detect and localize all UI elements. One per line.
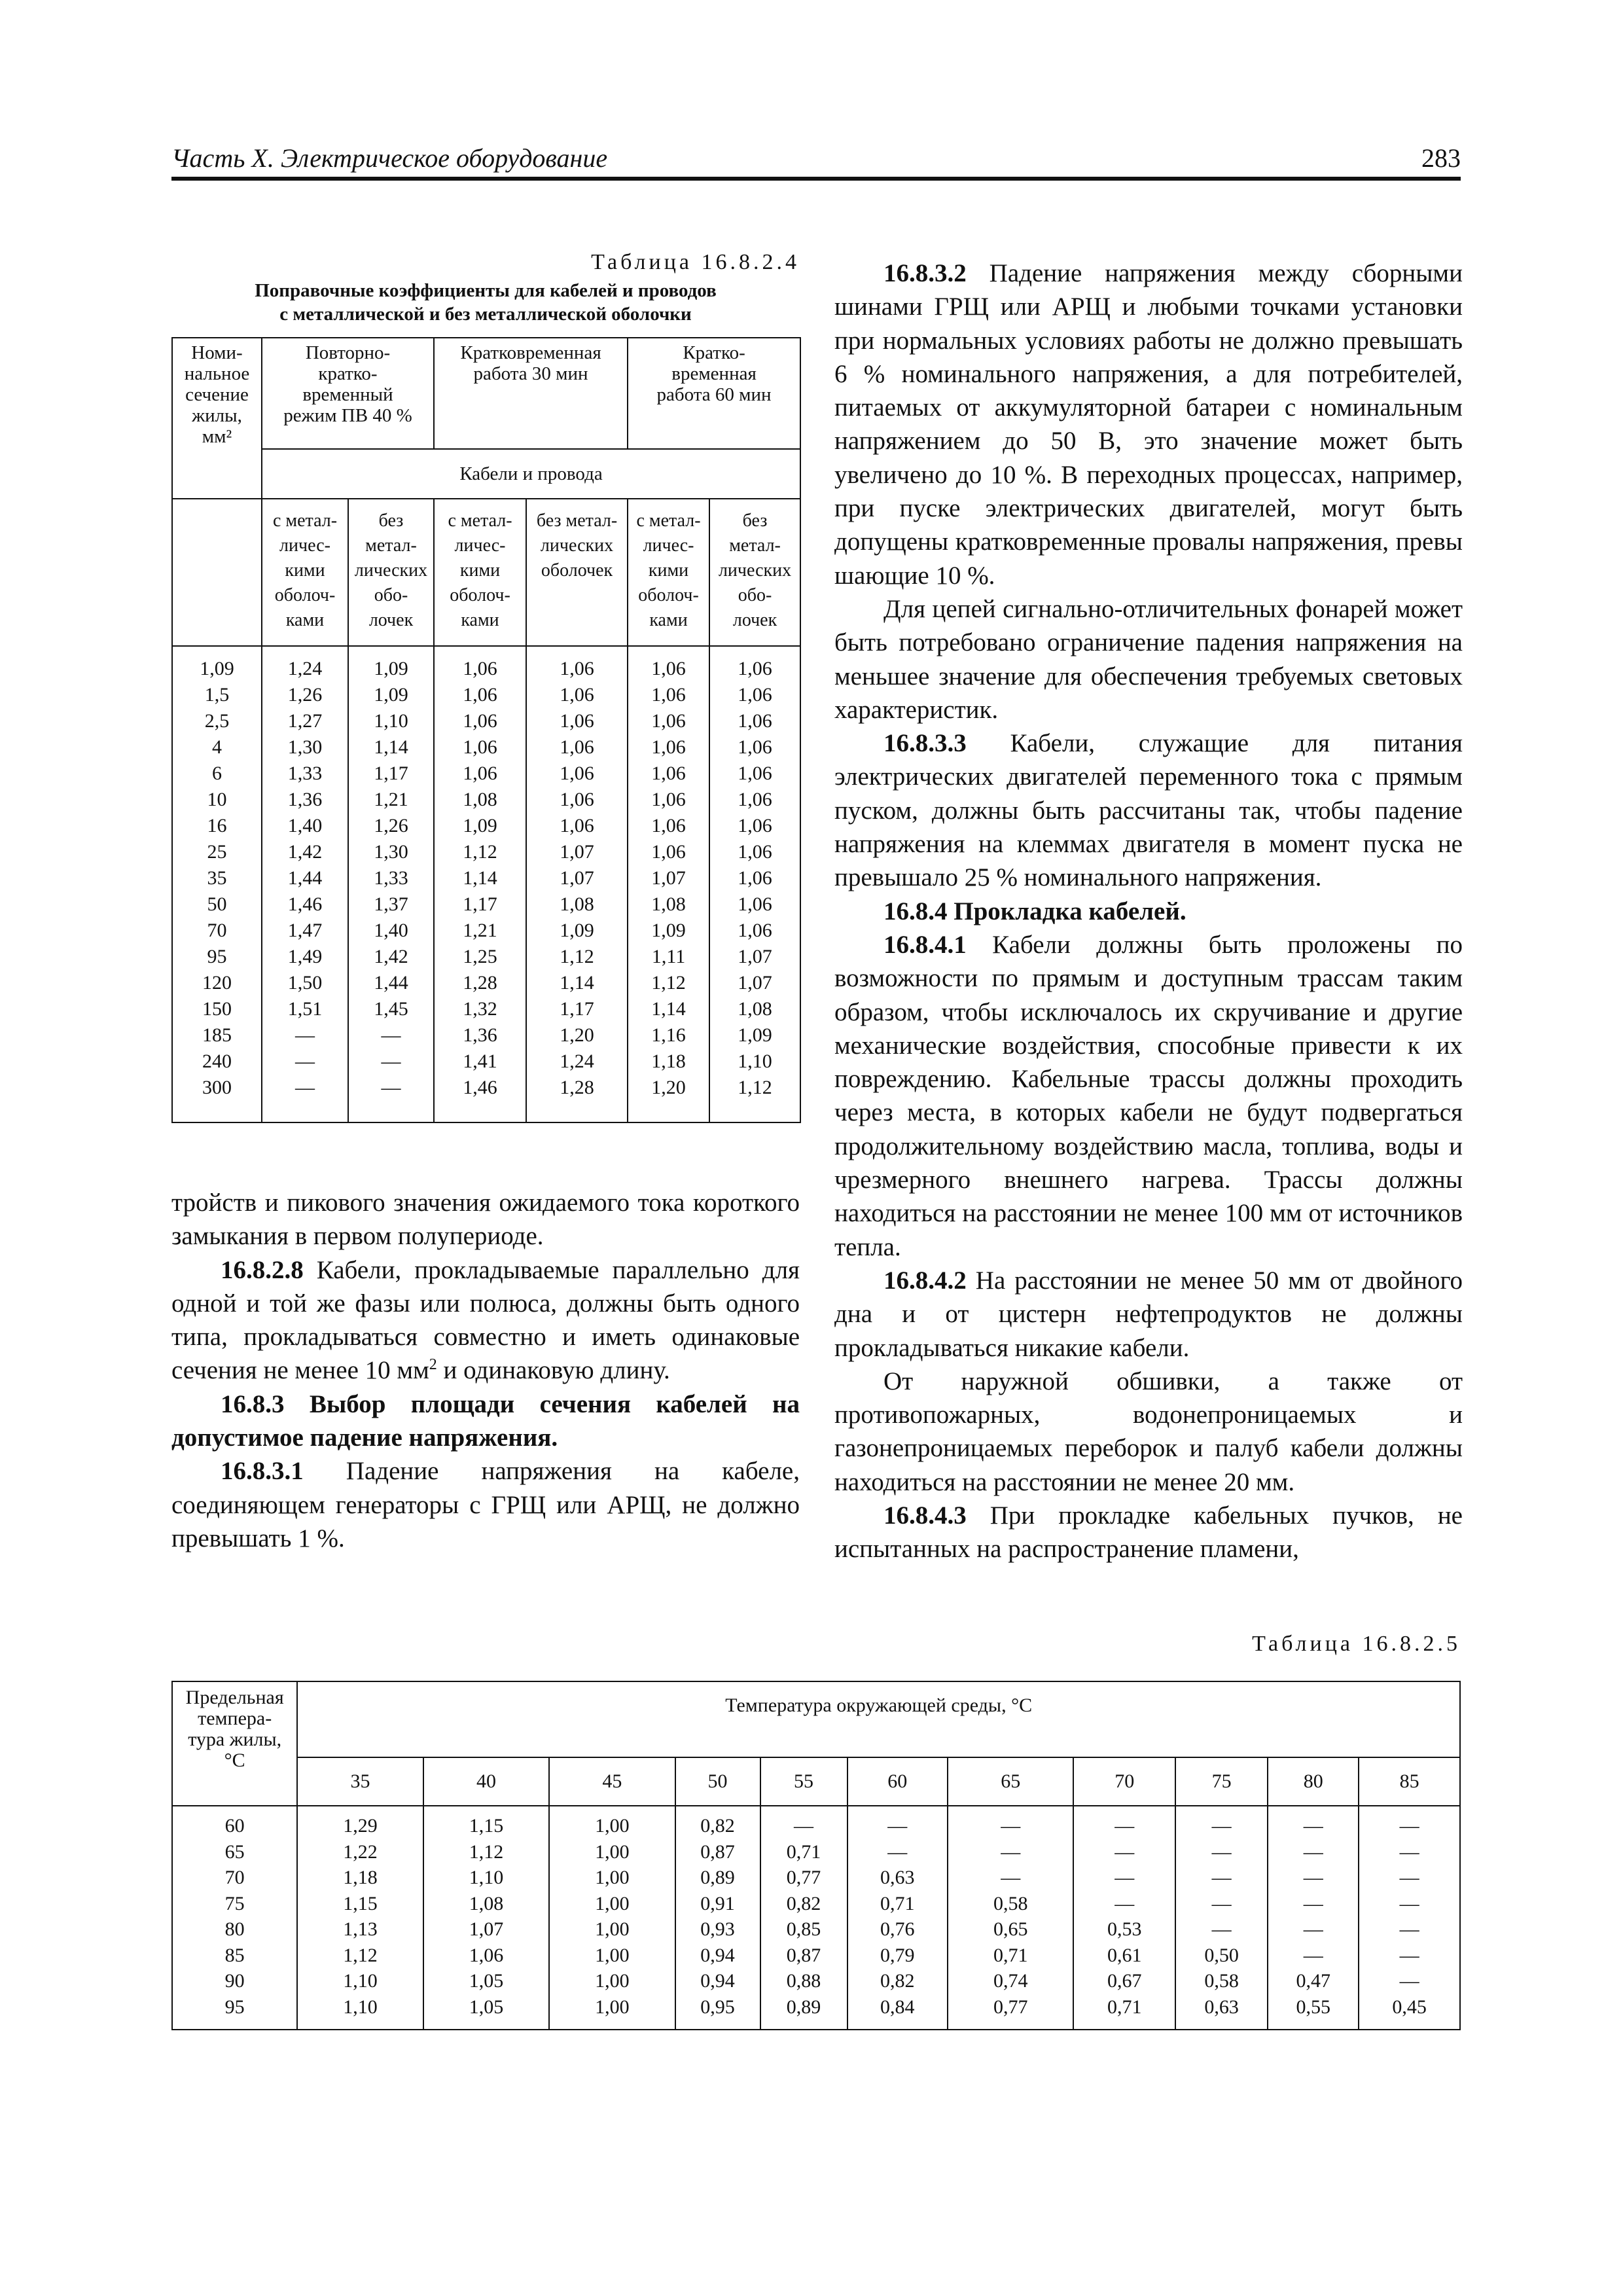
- table-cell-value: 1,36: [287, 789, 323, 810]
- table1-header-section: Номи- нальное сечение жилы, мм²: [172, 338, 262, 499]
- table2-temp-header: 45: [549, 1757, 675, 1806]
- table1-sections-column: [172, 646, 262, 1122]
- table-cell-value: 0,71: [880, 1892, 915, 1914]
- table-cell-value: 1,40: [374, 920, 408, 941]
- table-cell-value: 0,84: [880, 1996, 915, 2018]
- table-cell-value: 60: [224, 1815, 245, 1837]
- table-cell-value: 16: [207, 815, 227, 836]
- table-cell-value: 1,44: [287, 867, 323, 889]
- header-rule: [171, 177, 1461, 181]
- table-cell-value: 1,06: [738, 710, 772, 732]
- table-cell-value: —: [1115, 1840, 1135, 1863]
- table-cell-value: 1,14: [463, 867, 497, 889]
- table-cell-value: 1,00: [595, 1867, 630, 1888]
- table-cell-value: 1,06: [738, 920, 772, 941]
- table-cell-value: 85: [224, 1944, 245, 1966]
- table-cell-value: 25: [207, 841, 227, 863]
- table-cell-value: 0,45: [1392, 1996, 1427, 2018]
- table-cell-value: 1,06: [738, 893, 772, 915]
- table-cell-value: 1,21: [374, 789, 408, 810]
- left-column-text: [171, 1186, 800, 1555]
- table-cell-value: 0,87: [786, 1944, 821, 1966]
- table-cell-value: 1,42: [374, 946, 408, 967]
- table-cell-value: 1,06: [738, 789, 772, 810]
- table-cell-value: 1,42: [287, 841, 323, 863]
- table-cell-value: 1,20: [560, 1024, 594, 1046]
- table-cell-value: 0,55: [1296, 1996, 1331, 2018]
- table-cell-value: 1,12: [343, 1944, 378, 1966]
- table-cell-value: —: [1399, 1840, 1419, 1863]
- table2-data-column: [423, 1806, 549, 2030]
- table1-sub-without-3: без метал- лических обо- лочек: [709, 499, 800, 646]
- table-cell-value: 0,58: [1204, 1970, 1239, 1992]
- table-cell-value: 1,06: [738, 867, 772, 889]
- table-cell-value: —: [1001, 1867, 1021, 1888]
- table1-title-line1: Поправочные коэффициенты для кабелей и проводов: [255, 280, 717, 301]
- paragraph-16-8-3-2: 16.8.3.2 Падение напряжения между сборными шинами ГРЩ или АРЩ и любыми точками установки при нормальных условиях работы не должно превышать 6 % номинального напряжения, а для потребителей, питаемых от аккумуляторной батареи с номинальным напряжением до 50 В, это значение может быть увеличено до 10 %. В переходных процессах, например, при пуске электрических двигателей, могут быть допущены кратковременные провалы напряжения, превы шающие 10 %.: [834, 259, 1463, 590]
- table2-temp-header: 50: [675, 1757, 760, 1806]
- table-cell-value: 1,06: [738, 658, 772, 679]
- table-cell-value: 1,47: [287, 920, 323, 941]
- table-cell-value: 1,06: [463, 684, 497, 706]
- table-cell-value: 1,06: [560, 815, 594, 836]
- table-cell-value: 1,44: [374, 972, 408, 994]
- table-cell-value: —: [1211, 1918, 1232, 1940]
- table-cell-value: 1,24: [287, 658, 323, 679]
- table-cell-value: 1,45: [374, 998, 408, 1020]
- table2-data-column: [847, 1806, 948, 2030]
- table-cell-value: 0,88: [786, 1970, 821, 1992]
- table-cell-value: 65: [224, 1840, 245, 1863]
- table-cell-value: 150: [202, 998, 232, 1020]
- table-cell-value: —: [295, 1050, 315, 1072]
- table-cell-value: —: [1303, 1944, 1323, 1966]
- table-cell-value: —: [1399, 1867, 1419, 1888]
- table-cell-value: 1,36: [463, 1024, 497, 1046]
- table-cell-value: 70: [224, 1867, 245, 1888]
- table-cell-value: 1,09: [738, 1024, 772, 1046]
- table-cell-value: 1,10: [343, 1970, 378, 1992]
- table-cell-value: —: [381, 1050, 401, 1072]
- table-cell-value: 1,06: [469, 1944, 504, 1966]
- table-cell-value: 1,40: [287, 815, 323, 836]
- table1-data-column: [434, 646, 526, 1122]
- table1-header-intermittent: Повторно- кратко- временный режим ПВ 40 %: [262, 338, 434, 449]
- table-cell-value: 1,24: [560, 1050, 594, 1072]
- table-cell-value: 0,77: [993, 1996, 1028, 2018]
- section-heading-16-8-4: 16.8.4 Прокладка кабелей.: [883, 897, 1186, 925]
- table1-sub-with-2: с метал- личес- кими оболоч- ками: [434, 499, 526, 646]
- table2-temp-header: 60: [847, 1757, 948, 1806]
- table-cell-value: 1,07: [560, 867, 594, 889]
- table-cell-value: —: [1303, 1867, 1323, 1888]
- table-cell-value: —: [1115, 1892, 1135, 1914]
- table1-sub-with-1: с метал- личес- кими оболоч- ками: [262, 499, 348, 646]
- table-cell-value: 1,18: [651, 1050, 686, 1072]
- table-cell-value: —: [1303, 1892, 1323, 1914]
- section-heading-16-8-3: 16.8.3 Выбор площади сечения кабелей на допустимое падение напряжения.: [171, 1390, 800, 1452]
- table-cell-value: 1,09: [651, 920, 686, 941]
- table-cell-value: 1,06: [560, 684, 594, 706]
- table-cell-value: 1,18: [343, 1867, 378, 1888]
- table-cell-value: 1,51: [287, 998, 323, 1020]
- table-cell-value: 0,95: [700, 1996, 735, 2018]
- table2-data-column: [297, 1806, 423, 2030]
- table-cell-value: —: [295, 1024, 315, 1046]
- table-cell-value: —: [1001, 1840, 1021, 1863]
- table-cell-value: 0,67: [1107, 1970, 1142, 1992]
- table-cell-value: 1,06: [651, 736, 686, 758]
- table-cell-value: 1,29: [343, 1815, 378, 1837]
- table-cell-value: 1,00: [595, 1892, 630, 1914]
- table-cell-value: 1,10: [738, 1050, 772, 1072]
- table-cell-value: 1,09: [374, 658, 408, 679]
- table1-title: [171, 279, 800, 326]
- table-cell-value: 1,06: [651, 789, 686, 810]
- table-cell-value: 10: [207, 789, 227, 810]
- table-cell-value: —: [1399, 1944, 1419, 1966]
- table2-temp-header: 70: [1073, 1757, 1175, 1806]
- table-cell-value: 0,61: [1107, 1944, 1142, 1966]
- table-cell-value: 1,07: [469, 1918, 504, 1940]
- table-cell-value: 35: [207, 867, 227, 889]
- table-cell-value: —: [1303, 1918, 1323, 1940]
- table-cell-value: 1,28: [560, 1077, 594, 1098]
- table-cell-value: 1,07: [738, 972, 772, 994]
- table2-data-column: [948, 1806, 1073, 2030]
- table-cell-value: —: [295, 1077, 315, 1098]
- table-cell-value: 1,10: [469, 1867, 504, 1888]
- paragraph-16-8-3-1: 16.8.3.1 Падение напряжения на кабеле, соединяющем генераторы с ГРЩ или АРЩ, не должно превышать 1 %.: [171, 1457, 800, 1552]
- table2-data-column: [760, 1806, 847, 2030]
- table-cell-value: 1,08: [463, 789, 497, 810]
- table-cell-value: 0,74: [993, 1970, 1028, 1992]
- table-cell-value: 1,06: [738, 815, 772, 836]
- table-cell-value: 0,85: [786, 1918, 821, 1940]
- table-cell-value: —: [1001, 1815, 1021, 1837]
- table-cell-value: 1,41: [463, 1050, 497, 1072]
- table-cell-value: 1,14: [374, 736, 408, 758]
- table-cell-value: —: [381, 1024, 401, 1046]
- table-cell-value: 0,91: [700, 1892, 735, 1914]
- table-cell-value: —: [1399, 1970, 1419, 1992]
- table-cell-value: 1,06: [738, 762, 772, 784]
- table-cell-value: 1,33: [287, 762, 323, 784]
- table-cell-value: 0,94: [700, 1970, 735, 1992]
- table1-data-column: [262, 646, 348, 1122]
- table2: [171, 1681, 1461, 2030]
- paragraph: От наружной обшивки, а также от противопожарных, водонепроницаемых и газонепроницаемых переборок и палуб кабели должны находиться на расстоянии не менее 20 мм.: [834, 1367, 1463, 1496]
- page-number: 283: [1421, 143, 1461, 173]
- table-cell-value: 0,65: [993, 1918, 1028, 1940]
- table2-temp-header: 85: [1359, 1757, 1460, 1806]
- table-cell-value: 1,5: [204, 684, 230, 706]
- table-cell-value: 1,06: [651, 762, 686, 784]
- table-cell-value: —: [1303, 1815, 1323, 1837]
- table-cell-value: 0,93: [700, 1918, 735, 1940]
- table-cell-value: 1,07: [651, 867, 686, 889]
- table-cell-value: 0,71: [993, 1944, 1028, 1966]
- table-cell-value: 1,06: [651, 841, 686, 863]
- table-cell-value: 1,46: [287, 893, 323, 915]
- table1-subheader-empty: [172, 499, 262, 646]
- table-cell-value: 1,08: [469, 1892, 504, 1914]
- table-cell-value: 1,12: [651, 972, 686, 994]
- table-cell-value: 1,14: [651, 998, 686, 1020]
- table2-temp-header: 55: [760, 1757, 847, 1806]
- table1-header-60min: Кратко- временная работа 60 мин: [628, 338, 800, 449]
- table-cell-value: —: [1115, 1815, 1135, 1837]
- table1-data-column: [526, 646, 628, 1122]
- table-cell-value: 1,12: [463, 841, 497, 863]
- table1: [171, 337, 801, 1123]
- table-cell-value: 1,20: [651, 1077, 686, 1098]
- paragraph-16-8-3-3: 16.8.3.3 Кабели, служащие для питания электрических двигателей переменного тока с прямым пуском, должны быть рассчитаны так, чтобы падение напряжения на клеммах двигателя в момент пуска не превышало 25 % номинального напряжения.: [834, 729, 1463, 892]
- table-cell-value: 0,63: [880, 1867, 915, 1888]
- table-cell-value: 1,07: [560, 841, 594, 863]
- table-cell-value: 1,30: [374, 841, 408, 863]
- table-cell-value: 1,09: [374, 684, 408, 706]
- table-cell-value: 1,06: [463, 710, 497, 732]
- table-cell-value: 0,63: [1204, 1996, 1239, 2018]
- table2-caption-number: Таблица 16.8.2.5: [1252, 1632, 1461, 1656]
- table2-data-column: [1175, 1806, 1268, 2030]
- table-cell-value: 1,06: [738, 684, 772, 706]
- table-cell-value: 0,50: [1204, 1944, 1239, 1966]
- table-cell-value: 4: [212, 736, 222, 758]
- table-cell-value: 0,71: [786, 1840, 821, 1863]
- table-cell-value: 2,5: [204, 710, 230, 732]
- table2-data-column: [549, 1806, 675, 2030]
- table-cell-value: 1,14: [560, 972, 594, 994]
- table-cell-value: 120: [202, 972, 232, 994]
- table1-data-column: [709, 646, 800, 1122]
- table-cell-value: —: [1211, 1840, 1232, 1863]
- table-cell-value: 1,06: [560, 789, 594, 810]
- table-cell-value: 1,06: [651, 658, 686, 679]
- table-cell-value: 1,16: [651, 1024, 686, 1046]
- table-cell-value: 1,06: [651, 684, 686, 706]
- table2-temp-header: 40: [423, 1757, 549, 1806]
- table2-data-column: [675, 1806, 760, 2030]
- table-cell-value: 1,05: [469, 1970, 504, 1992]
- paragraph: Для цепей сигнально-отличительных фонарей может быть потребовано ограничение падения напряжения на меньшее значение для обеспечения требуемых световых характеристик.: [834, 594, 1463, 724]
- right-column-text: [834, 257, 1463, 1566]
- table-cell-value: 1,06: [651, 815, 686, 836]
- table-cell-value: 1,28: [463, 972, 497, 994]
- table2-temps-row: [172, 1757, 1460, 1806]
- table-cell-value: 1,27: [287, 710, 323, 732]
- table-cell-value: 1,07: [738, 946, 772, 967]
- table-cell-value: 0,89: [700, 1867, 735, 1888]
- table-cell-value: 1,30: [287, 736, 323, 758]
- paragraph-16-8-4-3: 16.8.4.3 При прокладке кабельных пучков, не испытанных на распространение пламени,: [834, 1501, 1463, 1564]
- table-cell-value: 1,46: [463, 1077, 497, 1098]
- table1-sub-with-3: с метал- личес- кими оболоч- ками: [628, 499, 709, 646]
- table-cell-value: —: [1399, 1892, 1419, 1914]
- table-cell-value: 50: [207, 893, 227, 915]
- table2-temp-header: 65: [948, 1757, 1073, 1806]
- table-cell-value: 1,06: [651, 710, 686, 732]
- table-cell-value: 1,08: [560, 893, 594, 915]
- table-cell-value: 1,25: [463, 946, 497, 967]
- table-cell-value: 1,06: [463, 736, 497, 758]
- table-cell-value: 1,10: [343, 1996, 378, 2018]
- table2-data-column: [1073, 1806, 1175, 2030]
- table-cell-value: 90: [224, 1970, 245, 1992]
- table2-header-ambient: Температура окружающей среды, °С: [297, 1681, 1460, 1757]
- table-cell-value: 1,00: [595, 1815, 630, 1837]
- table2-data-column: [1268, 1806, 1359, 2030]
- table-cell-value: 1,11: [651, 946, 686, 967]
- table-cell-value: 80: [224, 1918, 245, 1940]
- table-cell-value: 0,82: [700, 1815, 735, 1837]
- table-cell-value: 1,08: [651, 893, 686, 915]
- table2-limits-column: [172, 1806, 297, 2030]
- table2-temp-header: 35: [297, 1757, 423, 1806]
- table-cell-value: —: [887, 1815, 908, 1837]
- table-cell-value: 0,89: [786, 1996, 821, 2018]
- table-cell-value: —: [1115, 1867, 1135, 1888]
- table-cell-value: 1,26: [287, 684, 323, 706]
- table-cell-value: 240: [202, 1050, 232, 1072]
- table-cell-value: 1,06: [560, 762, 594, 784]
- table-cell-value: 0,47: [1296, 1970, 1331, 1992]
- paragraph-16-8-2-8: 16.8.2.8 Кабели, прокладываемые параллельно для одной и той же фазы или полюса, должны быть одного типа, прокладываться совместно и иметь одинаковые сечения не менее 10 $мм^2$ и одинаковую длину.: [171, 1255, 800, 1385]
- table-cell-value: 0,71: [1107, 1996, 1142, 2018]
- table-cell-value: —: [1399, 1918, 1419, 1940]
- table-cell-value: —: [1211, 1815, 1232, 1837]
- table1-header-30min: Кратковременная работа 30 мин: [434, 338, 628, 449]
- table-cell-value: —: [1399, 1815, 1419, 1837]
- table1-sub-without-1: без метал- лических обо- лочек: [348, 499, 434, 646]
- table-cell-value: 1,06: [463, 658, 497, 679]
- table-cell-value: 1,32: [463, 998, 497, 1020]
- table-cell-value: 1,13: [343, 1918, 378, 1940]
- table2-temp-header: 80: [1268, 1757, 1359, 1806]
- table-cell-value: 1,22: [343, 1840, 378, 1863]
- table-cell-value: 0,87: [700, 1840, 735, 1863]
- table-cell-value: 0,82: [880, 1970, 915, 1992]
- table2-data-column: [1359, 1806, 1460, 2030]
- table-cell-value: 1,00: [595, 1840, 630, 1863]
- table-cell-value: 95: [224, 1996, 245, 2018]
- table-cell-value: 1,00: [595, 1996, 630, 2018]
- table2-temp-header: 75: [1175, 1757, 1268, 1806]
- table-cell-value: 1,06: [560, 736, 594, 758]
- table1-sub-without-2: без метал- лических оболочек: [526, 499, 628, 646]
- table-cell-value: 1,09: [560, 920, 594, 941]
- table-cell-value: 1,06: [738, 736, 772, 758]
- table-cell-value: 95: [207, 946, 227, 967]
- table-cell-value: —: [1211, 1892, 1232, 1914]
- table-cell-value: —: [1303, 1840, 1323, 1863]
- table-cell-value: 1,00: [595, 1918, 630, 1940]
- table-cell-value: 1,06: [738, 841, 772, 863]
- table-cell-value: 0,77: [786, 1867, 821, 1888]
- table-cell-value: 0,79: [880, 1944, 915, 1966]
- table-cell-value: 1,21: [463, 920, 497, 941]
- table-cell-value: 1,06: [560, 710, 594, 732]
- table1-data-column: [628, 646, 709, 1122]
- table-cell-value: —: [381, 1077, 401, 1098]
- table2-header-limit: Предельная темпера- тура жилы, °С: [172, 1681, 297, 1806]
- table-cell-value: 1,09: [463, 815, 497, 836]
- table-cell-value: 1,17: [374, 762, 408, 784]
- table-cell-value: 1,00: [595, 1970, 630, 1992]
- table-cell-value: 1,00: [595, 1944, 630, 1966]
- table-cell-value: 1,15: [343, 1892, 378, 1914]
- table-cell-value: 1,12: [560, 946, 594, 967]
- table-cell-value: —: [794, 1815, 814, 1837]
- table-cell-value: 0,94: [700, 1944, 735, 1966]
- table-cell-value: 6: [212, 762, 222, 784]
- table-cell-value: 1,12: [738, 1077, 772, 1098]
- table-cell-value: —: [887, 1840, 908, 1863]
- table-cell-value: 0,58: [993, 1892, 1028, 1914]
- table-cell-value: 1,26: [374, 815, 408, 836]
- table-cell-value: 1,10: [374, 710, 408, 732]
- table-cell-value: 1,17: [560, 998, 594, 1020]
- paragraph: тройств и пикового значения ожидаемого тока короткого замыкания в первом полупериоде.: [171, 1189, 800, 1251]
- table-cell-value: 1,08: [738, 998, 772, 1020]
- table1-title-line2: с металлической и без металлической оболочки: [279, 304, 692, 325]
- table-cell-value: 1,33: [374, 867, 408, 889]
- table-cell-value: 1,06: [463, 762, 497, 784]
- table-cell-value: 1,17: [463, 893, 497, 915]
- table-cell-value: 0,76: [880, 1918, 915, 1940]
- table1-cables-header: Кабели и провода: [262, 449, 800, 499]
- table-cell-value: 70: [207, 920, 227, 941]
- table-cell-value: 1,12: [469, 1840, 504, 1863]
- table-cell-value: —: [1211, 1867, 1232, 1888]
- table-cell-value: 1,06: [560, 658, 594, 679]
- table-cell-value: 1,15: [469, 1815, 504, 1837]
- table-cell-value: 1,37: [374, 893, 408, 915]
- table-cell-value: 0,82: [786, 1892, 821, 1914]
- table-cell-value: 300: [202, 1077, 232, 1098]
- table-cell-value: 1,09: [200, 658, 234, 679]
- table-cell-value: 75: [224, 1892, 245, 1914]
- table1-caption-number: Таблица 16.8.2.4: [591, 250, 800, 274]
- table-cell-value: 0,53: [1107, 1918, 1142, 1940]
- table1-data-column: [348, 646, 434, 1122]
- table-cell-value: 1,05: [469, 1996, 504, 2018]
- table-cell-value: 1,49: [287, 946, 323, 967]
- paragraph-16-8-4-1: 16.8.4.1 Кабели должны быть проложены по возможности по прямым и доступным трассам таким образом, чтобы исключалось их скручивание и другие механические воздействия, способные привести к их повреждению. Кабельные трассы должны проходить через места, в которых кабели не будут подвергаться продолжительному воздействию масла, топлива, воды и чрезмерного внешнего нагрева. Трассы должны находиться на расстоянии не менее 100 мм от источников тепла.: [834, 930, 1463, 1261]
- running-head: Часть X. Электрическое оборудование: [171, 143, 608, 173]
- paragraph-16-8-4-2: 16.8.4.2 На расстоянии не менее 50 мм от двойного дна и от цистерн нефтепродуктов не должны прокладываться никакие кабели.: [834, 1266, 1463, 1362]
- table-cell-value: 185: [202, 1024, 232, 1046]
- table-cell-value: 1,50: [287, 972, 323, 994]
